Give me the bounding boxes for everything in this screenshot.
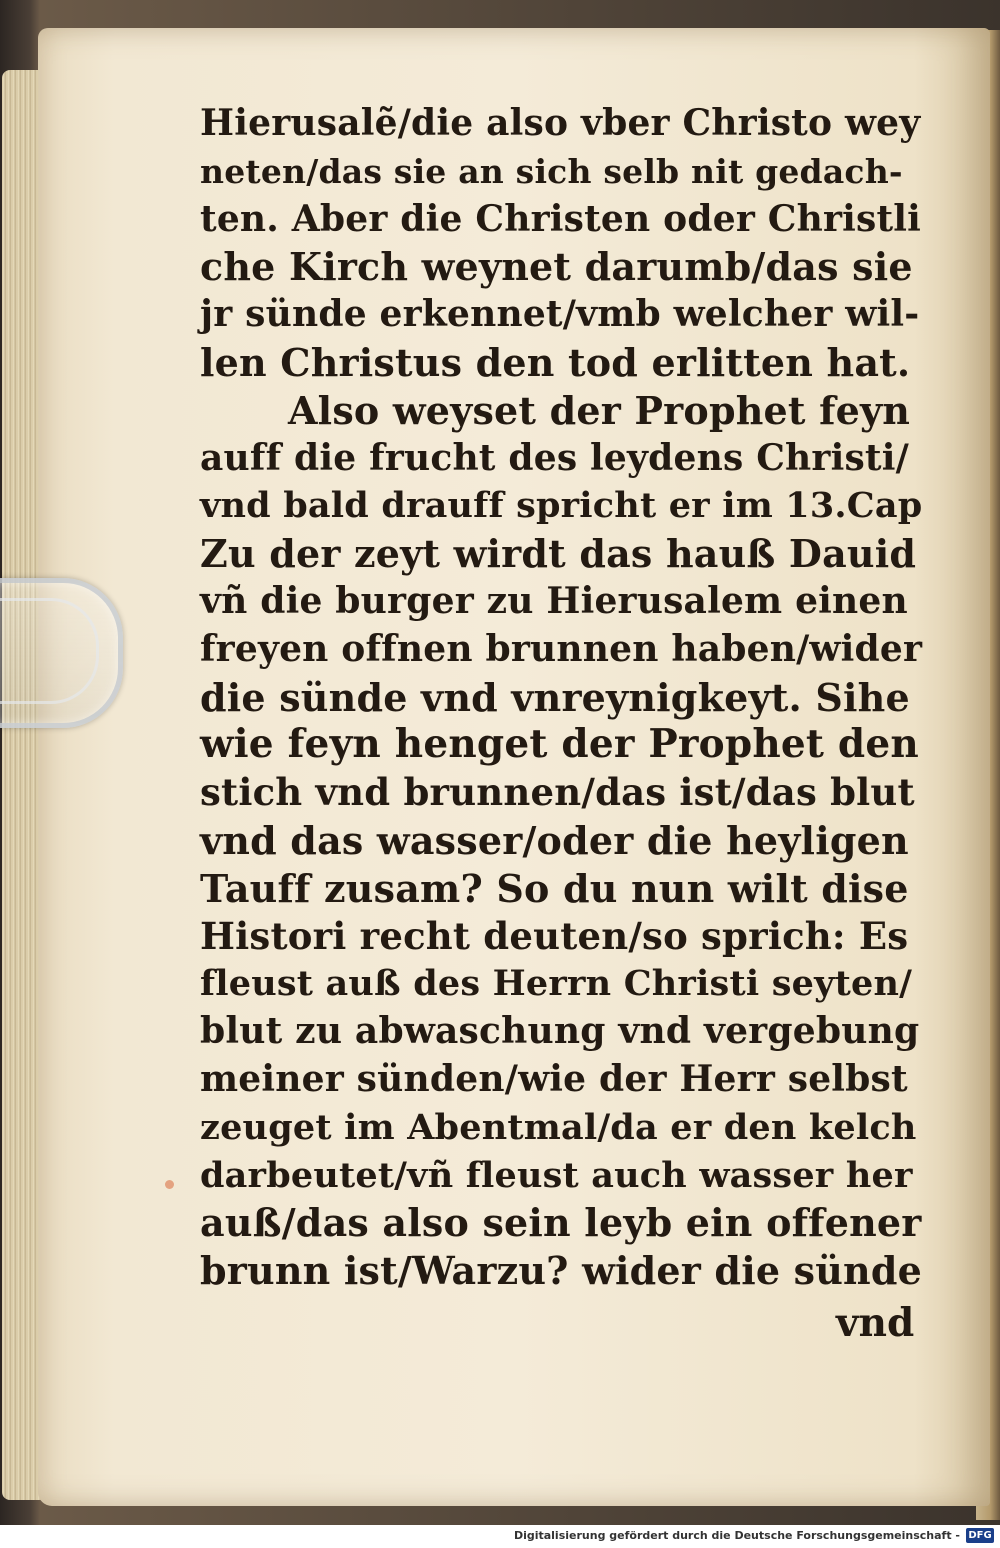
- text-line: freyen offnen brunnen haben/wider: [200, 627, 923, 670]
- text-line: darbeutet/vñ fleust auch wasser her: [200, 1154, 913, 1196]
- text-line: zeuget im Abentmal/da er den kelch: [200, 1106, 917, 1148]
- text-line: auß/das also sein leyb ein offener: [200, 1200, 922, 1246]
- footer-credit: Digitalisierung gefördert durch die Deutsche Forschungsgemeinschaft -: [513, 1529, 960, 1542]
- text-line: che Kirch weynet darumb/das sie: [200, 244, 913, 290]
- text-line: die sünde vnd vnreynigkeyt. Sihe: [200, 674, 910, 720]
- page-clip-inner: [0, 598, 99, 704]
- dfg-logo: DFG: [966, 1528, 994, 1543]
- text-line: brunn ist/Warzu? wider die sünde: [200, 1248, 923, 1294]
- text-line: fleust auß des Herrn Christi seyten/: [200, 963, 913, 1005]
- text-line: vnd das wasser/oder die heyligen: [200, 817, 909, 863]
- text-line: meiner sünden/wie der Herr selbst: [200, 1057, 908, 1100]
- text-line: Hierusalẽ/die also vber Christo wey: [200, 102, 921, 144]
- footer-bar: [0, 1525, 1000, 1548]
- text-line: ten. Aber die Christen oder Christli: [200, 197, 922, 240]
- text-line: vnd bald drauff spricht er im 13.Cap: [200, 485, 923, 527]
- page-text: [200, 100, 922, 1295]
- ink-spot: [165, 1180, 174, 1189]
- text-line: wie feyn henget der Prophet den: [200, 721, 919, 768]
- catchword: vnd: [836, 1300, 915, 1346]
- text-line: Also weyset der Prophet feyn: [288, 387, 911, 433]
- text-line: len Christus den tod erlitten hat.: [200, 339, 911, 385]
- text-line: jr sünde erkennet/vmb welcher wil-: [200, 293, 920, 336]
- text-line: Tauff zusam? So du nun wilt dise: [200, 865, 909, 911]
- text-line: auff die frucht des leydens Christi/: [200, 436, 909, 479]
- text-line: vñ die burger zu Hierusalem einen: [200, 579, 908, 622]
- text-line: neten/das sie an sich selb nit gedach-: [200, 151, 903, 191]
- text-line: Histori recht deuten/so sprich: Es: [200, 913, 909, 958]
- text-line: Zu der zeyt wirdt das hauß Dauid: [200, 531, 917, 577]
- text-line: blut zu abwaschung vnd vergebung: [200, 1010, 920, 1053]
- text-line: stich vnd brunnen/das ist/das blut: [200, 770, 915, 815]
